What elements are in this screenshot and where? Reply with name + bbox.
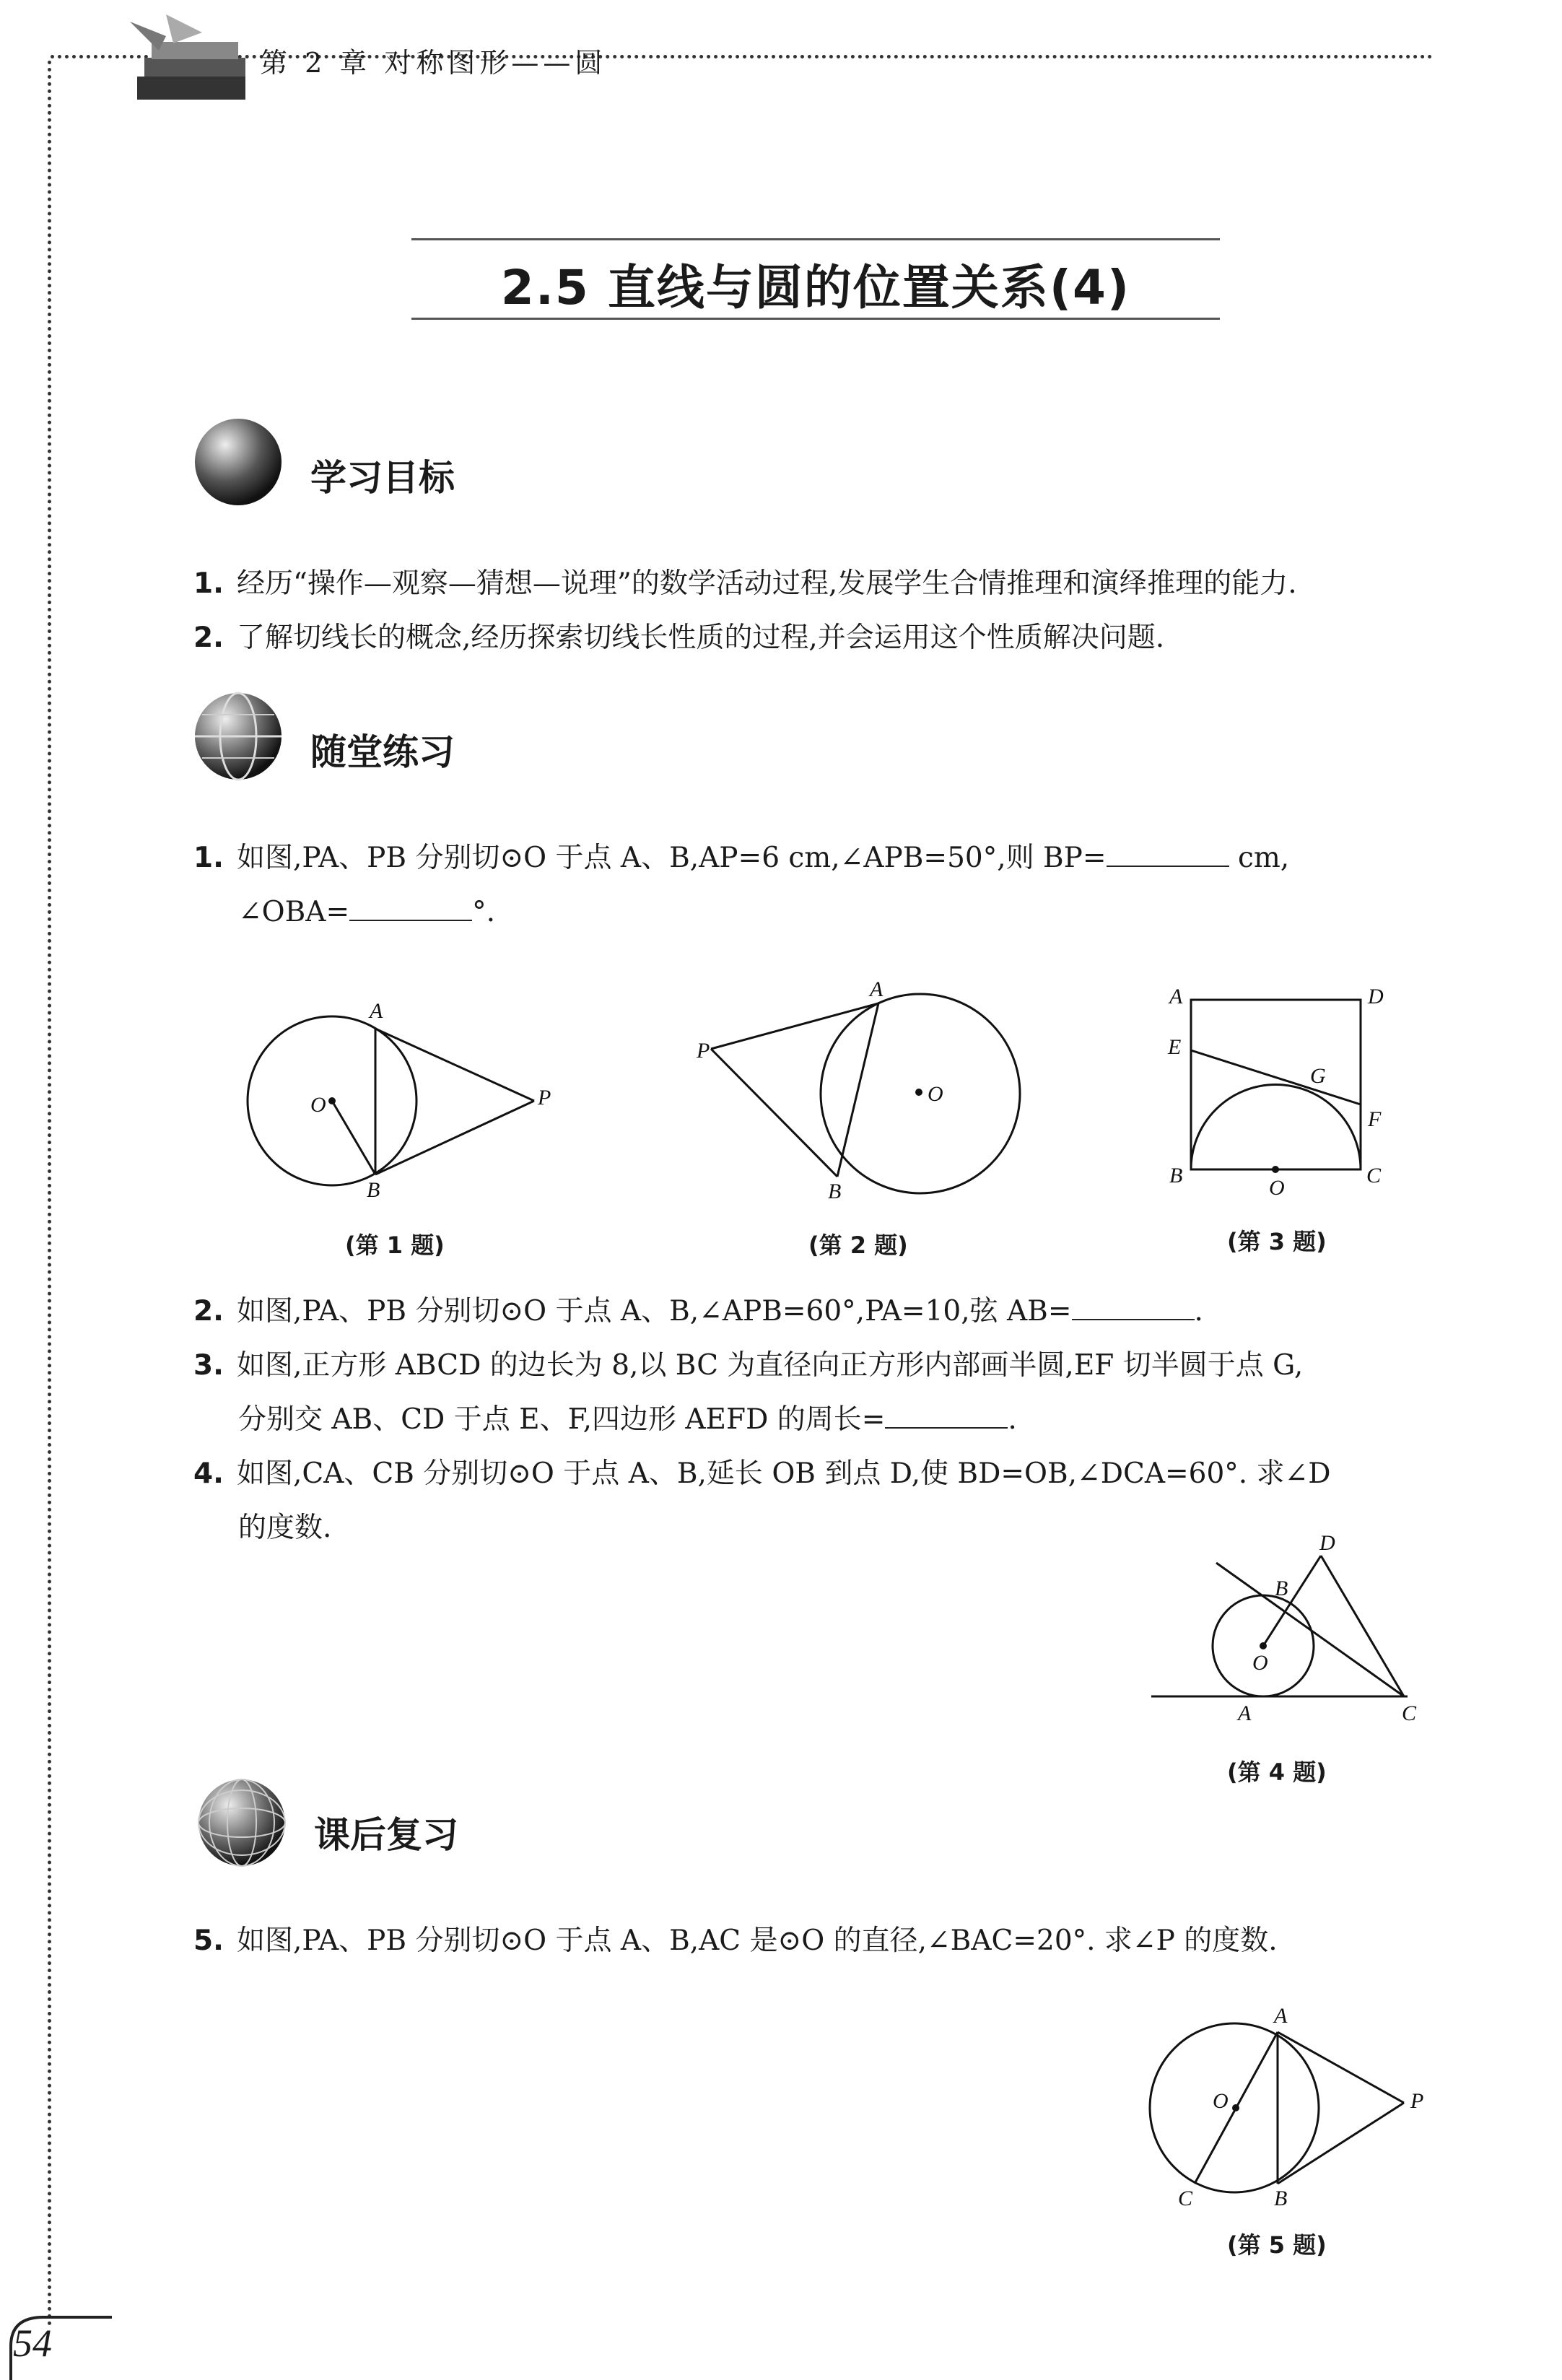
q3-text-2: 分别交 AB、CD 于点 E、F,四边形 AEFD 的周长= (238, 1403, 886, 1436)
globe-icon-practice (191, 689, 285, 783)
q1-degree: °. (472, 896, 496, 928)
fig4-label-D: D (1319, 1534, 1335, 1555)
fig3-label-A: A (1169, 985, 1183, 1008)
figure-4 (1148, 1534, 1436, 1736)
fig2-label-A: A (870, 977, 883, 1001)
fig3-label-E: E (1168, 1035, 1182, 1059)
goal-text: 了解切线长的概念,经历探索切线长性质的过程,并会运用这个性质解决问题. (236, 622, 1165, 654)
figure-3 (1148, 978, 1400, 1202)
fig3-label-B: B (1169, 1164, 1183, 1187)
answer-blank[interactable] (1072, 1297, 1195, 1320)
q1-unit: cm, (1237, 842, 1290, 874)
fig4-label-C: C (1402, 1701, 1417, 1725)
page-title: 2.5 直线与圆的位置关系(4) (500, 260, 1131, 315)
section-heading-practice: 随堂练习 (310, 731, 455, 773)
fig5-label-C: C (1178, 2187, 1193, 2210)
caption-fig4: (第 4 题) (1227, 1758, 1327, 1786)
fig5-label-A: A (1274, 2004, 1288, 2028)
page-number: 54 (13, 2322, 52, 2365)
caption-fig2: (第 2 题) (808, 1232, 908, 1259)
fig1-label-P: P (538, 1086, 551, 1110)
left-dotted-rule (48, 61, 51, 2327)
fig5-label-B: B (1274, 2187, 1288, 2210)
caption-fig5: (第 5 题) (1227, 2231, 1327, 2259)
caption-fig3: (第 3 题) (1227, 1228, 1327, 1255)
mesh-sphere-icon-review (195, 1776, 289, 1870)
answer-blank[interactable] (885, 1405, 1008, 1429)
fig5-label-O: O (1213, 2089, 1229, 2113)
fig2-label-B: B (828, 1180, 842, 1203)
fig5-label-P: P (1410, 2089, 1424, 2113)
book-stack-icon (123, 7, 260, 108)
question-4-line1 (193, 1446, 1331, 1502)
fig3-label-C: C (1366, 1164, 1382, 1187)
q5-text: 如图,PA、PB 分别切⊙O 于点 A、B,AC 是⊙O 的直径,∠BAC=20°. 求∠P 的度数. (236, 1925, 1278, 1957)
question-1-line1 (193, 830, 1289, 886)
section-heading-goals: 学习目标 (310, 457, 455, 499)
fig3-label-G: G (1310, 1064, 1326, 1088)
q2-text: 如图,PA、PB 分别切⊙O 于点 A、B,∠APB=60°,PA=10,弦 AB= (236, 1295, 1072, 1328)
fig1-label-O: O (310, 1093, 326, 1117)
fig2-label-O: O (928, 1082, 943, 1106)
question-number: 3. (193, 1349, 224, 1382)
question-3-line2 (238, 1392, 1017, 1448)
section-heading-review: 课后复习 (314, 1814, 458, 1856)
goal-number: 1. (193, 567, 224, 600)
fig4-label-B: B (1275, 1577, 1288, 1600)
fig3-label-D: D (1368, 985, 1384, 1008)
chapter-header: 第 2 章 对称图形——圆 (260, 47, 607, 79)
fig4-label-A: A (1238, 1701, 1252, 1725)
caption-fig1: (第 1 题) (345, 1232, 445, 1259)
q3-text: 如图,正方形 ABCD 的边长为 8,以 BC 为直径向正方形内部画半圆,EF 切半圆于点 G, (236, 1349, 1304, 1382)
fig1-label-B: B (367, 1178, 380, 1202)
q3-period: . (1008, 1403, 1017, 1436)
question-number: 1. (193, 842, 224, 874)
question-2 (193, 1283, 1203, 1340)
question-number: 2. (193, 1295, 224, 1328)
goal-text: 经历“操作—观察—猜想—说理”的数学活动过程,发展学生合情推理和演绎推理的能力. (236, 567, 1297, 600)
figure-5 (1133, 2000, 1444, 2216)
figure-1 (231, 996, 563, 1213)
q4-text-2: 的度数. (238, 1512, 332, 1544)
question-3-line1 (193, 1338, 1303, 1394)
question-number: 4. (193, 1457, 224, 1490)
question-1-line2 (238, 884, 495, 941)
q2-period: . (1194, 1295, 1203, 1328)
question-number: 5. (193, 1925, 224, 1957)
title-rule-top (411, 238, 1220, 240)
fig3-label-O: O (1269, 1176, 1285, 1200)
q1-text-2: ∠OBA= (238, 896, 350, 928)
question-5 (193, 1913, 1278, 1969)
answer-blank[interactable] (349, 898, 472, 921)
title-rule-bottom (411, 318, 1220, 320)
goal-item-1 (193, 556, 1297, 612)
sphere-icon-goals (191, 415, 285, 509)
fig2-label-P: P (697, 1039, 710, 1063)
question-4-line2 (238, 1500, 331, 1556)
answer-blank[interactable] (1107, 844, 1229, 867)
fig4-label-O: O (1252, 1651, 1268, 1675)
figure-2 (689, 971, 1036, 1209)
fig1-label-A: A (370, 999, 383, 1023)
q4-text: 如图,CA、CB 分别切⊙O 于点 A、B,延长 OB 到点 D,使 BD=OB,∠DCA=60°. 求∠D (236, 1457, 1331, 1490)
goal-number: 2. (193, 622, 224, 654)
q1-text: 如图,PA、PB 分别切⊙O 于点 A、B,AP=6 cm,∠APB=50°,则 BP= (236, 842, 1107, 874)
goal-item-2 (193, 610, 1164, 666)
fig3-label-F: F (1368, 1107, 1382, 1131)
